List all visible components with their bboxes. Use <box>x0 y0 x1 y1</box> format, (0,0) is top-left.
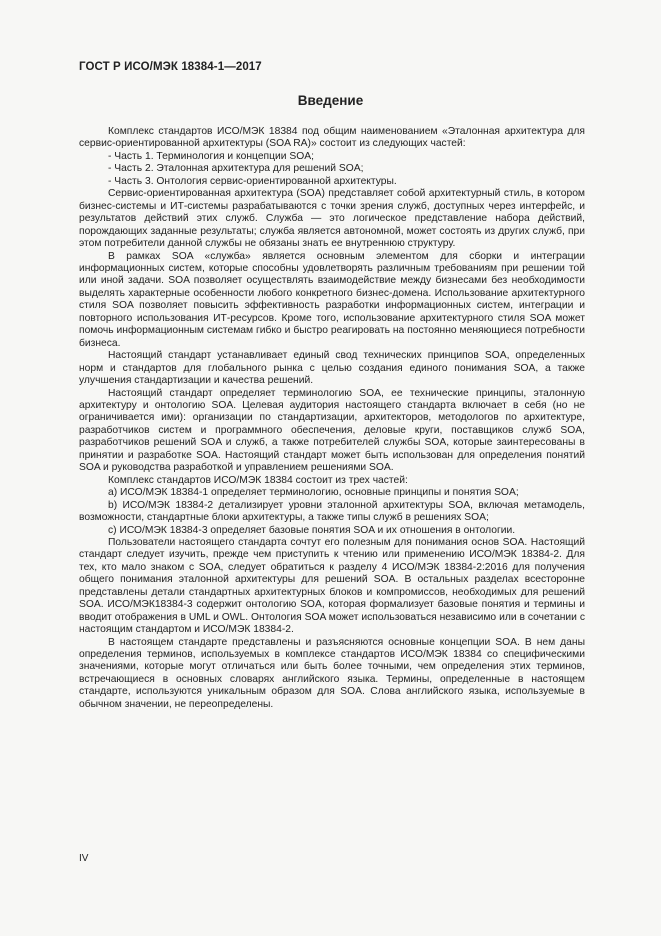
paragraph: Пользователи настоящего стандарта сочтут его полезным для понимания основ SOA. Настоящий стандарт следует изучить, прежде чем приступить к чтению или применению ИСО/МЭК 18384-2. Для тех, кто мало знаком с SOA, следует обратиться к разделу 4 ИСО/МЭК 18384-2:2016 для получения общего понимания эталонной архитектуры для решений SOA. В остальных разделах всесторонне представлены детали стандартных архитектурных блоков и компромиссов, необходимых для решений SOA. ИСО/МЭК18384-3 содержит онтологию SOA, которая формализует базовые понятия и термины и вводит отображения в UML и OWL. Онтология SOA может использоваться независимо или в сочетании с настоящим стандартом и ИСО/МЭК 18384-2. <box>79 536 585 636</box>
document-body <box>79 126 585 711</box>
list-item: - Часть 1. Терминология и концепции SOA; <box>108 150 314 162</box>
paragraph: В рамках SOA «служба» является основным элементом для сборки и интеграции информационных систем, которые способны удовлетворять различным требованиям при решении той или иной задачи. SOA позволяет осуществлять взаимодействие между бизнесами без необходимости выделять характерные особенности любого конкретного бизнес-домена. Использование архитектурного стиля SOA позволяет повысить эффективность разработки информационных систем, интеграции и повторного использования ИТ-ресурсов. Кроме того, использование архитектурного стиля SOA может помочь информационным системам гибко и быстро реагировать на постоянно меняющиеся потребности бизнеса. <box>79 250 585 349</box>
list-item: - Часть 3. Онтология сервис-ориентированной архитектуры. <box>108 175 397 187</box>
paragraph: Настоящий стандарт устанавливает единый свод технических принципов SOA, определенных норм и стандартов для глобального рынка с целью создания единого понимания SOA, а также улучшения стандартизации и качества решений. <box>79 350 585 387</box>
list-item: a) ИСО/МЭК 18384-1 определяет терминологию, основные принципы и понятия SOA; <box>108 487 519 499</box>
list-item: c) ИСО/МЭК 18384-3 определяет базовые понятия SOA и их отношения в онтологии. <box>108 524 516 536</box>
paragraph: Настоящий стандарт определяет терминологию SOA, ее технические принципы, эталонную архитектуру и онтологию SOA. Целевая аудитория настоящего стандарта включает в себя (но не ограничивается ими): организации по стандартизации, архитекторов, методологов по архитектуре, разработчиков систем и программного обеспечения, деловые круги, поставщиков служб SOA, разработчиков решений SOA и служб, а также потребителей службы SOA, которые заинтересованы в принятии и разработке SOA. Настоящий стандарт может быть использован для определения понятий SOA и руководства разработкой и управлением решениями SOA. <box>79 387 585 474</box>
paragraph: Сервис-ориентированная архитектура (SOA) представляет собой архитектурный стиль, в котором бизнес-системы и ИТ-системы разрабатываются с точки зрения служб, доступных через интерфейс, и результатов действий этих служб. Служба — это логическое представление набора действий, порождающих заданные результаты; служба является автономной, может состоять из других служб, при этом потребители данной службы не обязаны знать ее внутреннюю структуру. <box>79 188 585 250</box>
list-item: - Часть 2. Эталонная архитектура для решений SOA; <box>108 163 364 175</box>
page-number: IV <box>79 853 89 864</box>
paragraph: Комплекс стандартов ИСО/МЭК 18384 состоит из трех частей: <box>108 474 408 486</box>
section-title: Введение <box>297 93 364 108</box>
list-item: b) ИСО/МЭК 18384-2 детализирует уровни эталонной архитектуры SOA, включая метамодель, возможности, стандартные блоки архитектуры, а также типы служб в решениях SOA; <box>79 499 585 524</box>
paragraph: Комплекс стандартов ИСО/МЭК 18384 под общим наименованием «Эталонная архитектура для сервис-ориентированной архитектуры (SOA RA)» состоит из следующих частей: <box>79 126 585 150</box>
document-header: ГОСТ Р ИСО/МЭК 18384-1—2017 <box>79 61 262 73</box>
paragraph: В настоящем стандарте представлены и разъясняются основные концепции SOA. В нем даны определения терминов, используемых в комплексе стандартов ИСО/МЭК 18384 со специфическими значениями, которые могут отличаться или быть более точными, чем определения этих терминов, встречающиеся в основных словарях английского языка. Термины, определенные в настоящем стандарте, используются уникальным образом для SOA. Слова английского языка, используемые в обычном значении, не переопределены. <box>79 636 585 710</box>
